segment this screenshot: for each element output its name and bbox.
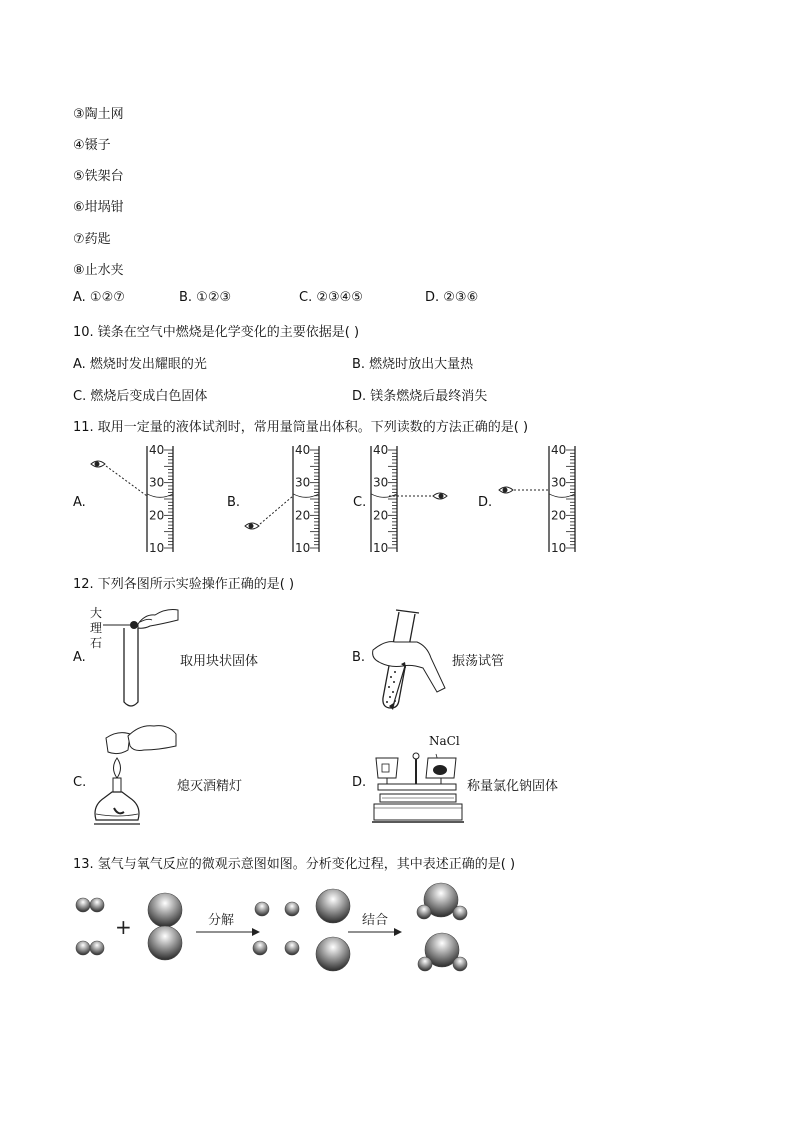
oxygen-atom (148, 926, 182, 960)
cylinder-a (90, 440, 180, 558)
cylinder-tick-label: 20 (295, 508, 311, 523)
q11-label-c[interactable]: C. (353, 495, 367, 510)
alcohol-lamp-figure (88, 720, 183, 838)
cylinder-tick-label: 10 (373, 541, 389, 555)
q11-label-a[interactable]: A. (73, 495, 86, 510)
cylinder-tick-label: 30 (295, 475, 311, 490)
marble-label-3: 石 (90, 636, 103, 650)
q10-option-a[interactable]: A. 燃烧时发出耀眼的光 (73, 357, 207, 372)
hydrogen-atom (76, 941, 90, 955)
hydrogen-atom (76, 898, 90, 912)
cylinder-tick-label: 30 (373, 475, 389, 490)
q12-stem: 12. 下列各图所示实验操作正确的是( ) (73, 577, 295, 592)
q9-option-b[interactable]: B. ①②③ (179, 290, 232, 305)
q11-label-b[interactable]: B. (227, 495, 241, 510)
q10-option-d[interactable]: D. 镁条燃烧后最终消失 (352, 389, 488, 404)
hydrogen-atom (285, 902, 299, 916)
q11-stem: 11. 取用一定量的液体试剂时，常用量筒量出体积。下列读数的方法正确的是( ) (73, 420, 529, 435)
plus-sign: + (115, 915, 132, 939)
q9-option-d[interactable]: D. ②③⑥ (425, 290, 479, 305)
q11-label-d[interactable]: D. (478, 495, 493, 510)
cylinder-tick-label: 40 (551, 443, 567, 457)
list-item: ⑥坩埚钳 (73, 200, 124, 215)
cylinder-tick-label: 10 (149, 541, 165, 555)
nacl-label: NaCl (429, 734, 460, 748)
q12-label-a[interactable]: A. (73, 650, 86, 665)
cylinder-tick-label: 30 (149, 475, 165, 490)
cylinder-d (492, 440, 582, 558)
q12-label-d[interactable]: D. (352, 775, 367, 790)
hydrogen-atom (418, 957, 432, 971)
list-item: ⑦药匙 (73, 232, 111, 247)
shake-test-tube-figure (365, 602, 450, 712)
cylinder-tick-label: 10 (295, 541, 311, 555)
marble-test-tube-figure (100, 598, 190, 713)
balance-figure (368, 742, 468, 830)
q13-stem: 13. 氢气与氧气反应的微观示意图如图。分析变化过程，其中表述正确的是( ) (73, 857, 516, 872)
q10-option-c[interactable]: C. 燃烧后变成白色固体 (73, 389, 208, 404)
eye-icon (433, 493, 447, 499)
marble-label-2: 理 (90, 621, 103, 635)
hydrogen-atom (453, 957, 467, 971)
q9-option-a[interactable]: A. ①②⑦ (73, 290, 125, 305)
arrow-label-combine: 结合 (362, 913, 389, 928)
cylinder-b (240, 440, 330, 558)
list-item: ⑤铁架台 (73, 169, 124, 184)
q12-caption-d: 称量氯化钠固体 (467, 779, 559, 794)
q12-caption-c: 熄灭酒精灯 (177, 779, 243, 794)
cylinder-tick-label: 40 (149, 443, 165, 457)
q10-option-b[interactable]: B. 燃烧时放出大量热 (352, 357, 474, 372)
q12-caption-b: 振荡试管 (452, 654, 505, 669)
cylinder-tick-label: 40 (373, 443, 389, 457)
list-item: ③陶土网 (73, 107, 124, 122)
cylinder-tick-label: 20 (149, 508, 165, 523)
hydrogen-atom (90, 941, 104, 955)
hydrogen-atom (253, 941, 267, 955)
eye-icon (499, 487, 513, 493)
q9-option-c[interactable]: C. ②③④⑤ (299, 290, 363, 305)
q10-stem: 10. 镁条在空气中燃烧是化学变化的主要依据是( ) (73, 325, 360, 340)
hydrogen-atom (453, 906, 467, 920)
q12-label-c[interactable]: C. (73, 775, 87, 790)
q12-label-b[interactable]: B. (352, 650, 366, 665)
q12-caption-a: 取用块状固体 (180, 654, 259, 669)
cylinder-tick-label: 40 (295, 443, 311, 457)
cylinder-c (365, 440, 465, 558)
arrow-label-decompose: 分解 (208, 913, 235, 928)
cylinder-tick-label: 20 (551, 508, 567, 523)
marble-label-1: 大 (90, 606, 103, 620)
hydrogen-atom (417, 905, 431, 919)
list-item: ⑧止水夹 (73, 263, 124, 278)
reaction-diagram (72, 880, 482, 980)
hydrogen-atom (255, 902, 269, 916)
oxygen-atom (316, 937, 350, 971)
cylinder-tick-label: 30 (551, 475, 567, 490)
oxygen-atom (148, 893, 182, 927)
hydrogen-atom (90, 898, 104, 912)
eye-icon (245, 523, 259, 529)
hydrogen-atom (285, 941, 299, 955)
cylinder-tick-label: 20 (373, 508, 389, 523)
cylinder-tick-label: 10 (551, 541, 567, 555)
oxygen-atom (316, 889, 350, 923)
list-item: ④镊子 (73, 138, 111, 153)
eye-icon (91, 461, 105, 467)
